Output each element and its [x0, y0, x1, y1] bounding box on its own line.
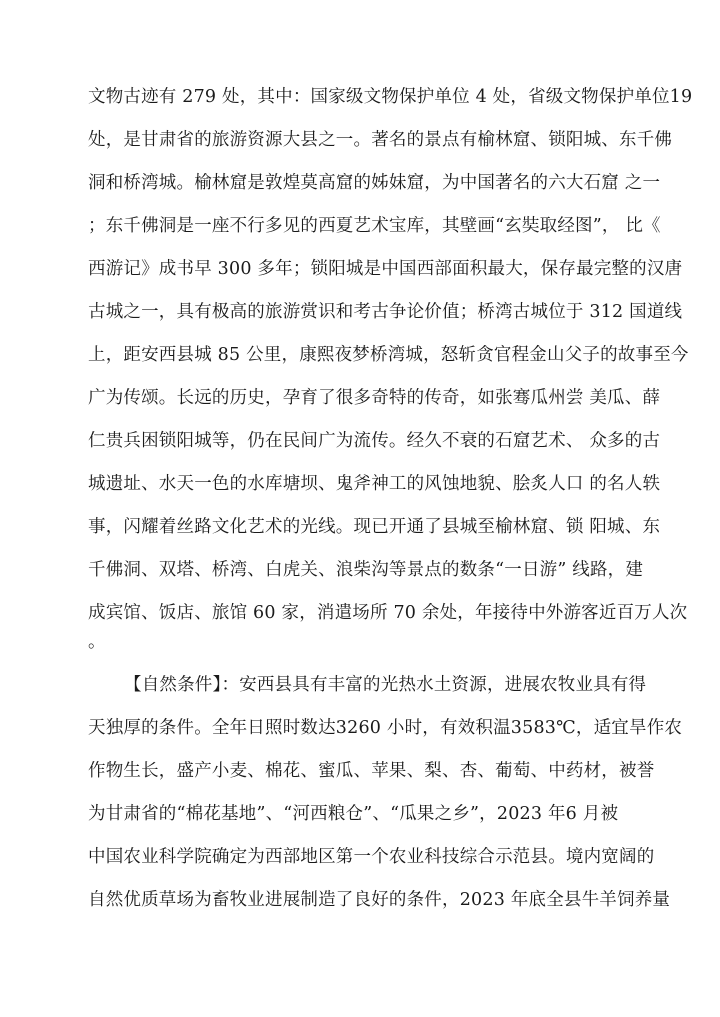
text-line: 天独厚的条件。全年日照时数达3260 小时，有效积温3583℃，适宜旱作农	[88, 718, 683, 738]
text-line: 作物生长，盛产小麦、棉花、蜜瓜、苹果、梨、杏、葡萄、中药材，被誉	[88, 761, 655, 781]
text-line: 。	[88, 632, 106, 652]
text-line: 仁贵兵困锁阳城等，仍在民间广为流传。经久不衰的石窟艺术、 众多的古	[88, 431, 661, 451]
text-line: 处，是甘肃省的旅游资源大县之一。著名的景点有榆林窟、锁阳城、东千佛	[88, 130, 673, 150]
text-line: 为甘肃省的“棉花基地”、“河西粮仓”、“瓜果之乡”，2023 年6 月被	[88, 804, 619, 824]
text-line: ；东千佛洞是一座不行多见的西夏艺术宝库，其壁画“玄奘取经图”， 比《	[88, 216, 661, 236]
text-line: 古城之一，具有极高的旅游赏识和考古争论价值；桥湾古城位于 312 国道线	[88, 302, 683, 322]
text-line: 文物古迹有 279 处，其中：国家级文物保护单位 4 处，省级文物保护单位19	[88, 87, 693, 107]
text-line: 中国农业科学院确定为西部地区第一个农业科技综合示范县。境内宽阔的	[88, 847, 655, 867]
text-line: 洞和桥湾城。榆林窟是敦煌莫高窟的姊妹窟，为中国著名的六大石窟 之一	[88, 173, 661, 193]
text-line: 【自然条件】：安西县具有丰富的光热水土资源，进展农牧业具有得	[124, 675, 647, 695]
text-line: 千佛洞、双塔、桥湾、白虎关、浪柴沟等景点的数条“一日游” 线路，建	[88, 560, 644, 580]
text-line: 成宾馆、饭店、旅馆 60 家，消遣场所 70 余处，年接待中外游客近百万人次	[88, 603, 688, 623]
text-line: 事，闪耀着丝路文化艺术的光线。现已开通了县城至榆林窟、锁 阳城、东	[88, 517, 661, 537]
text-line: 上，距安西县城 85 公里，康熙夜梦桥湾城，怒斩贪官程金山父子的故事至今	[88, 345, 689, 365]
text-line: 城遗址、水天一色的水库塘坝、鬼斧神工的风蚀地貌、脍炙人口 的名人轶	[88, 474, 661, 494]
text-line: 广为传颂。长远的历史，孕育了很多奇特的传奇，如张骞瓜州尝 美瓜、薛	[88, 388, 661, 408]
text-line: 西游记》成书早 300 多年；锁阳城是中国西部面积最大，保存最完整的汉唐	[88, 259, 683, 279]
text-line: 自然优质草场为畜牧业进展制造了良好的条件，2023 年底全县牛羊饲养量	[88, 890, 671, 910]
